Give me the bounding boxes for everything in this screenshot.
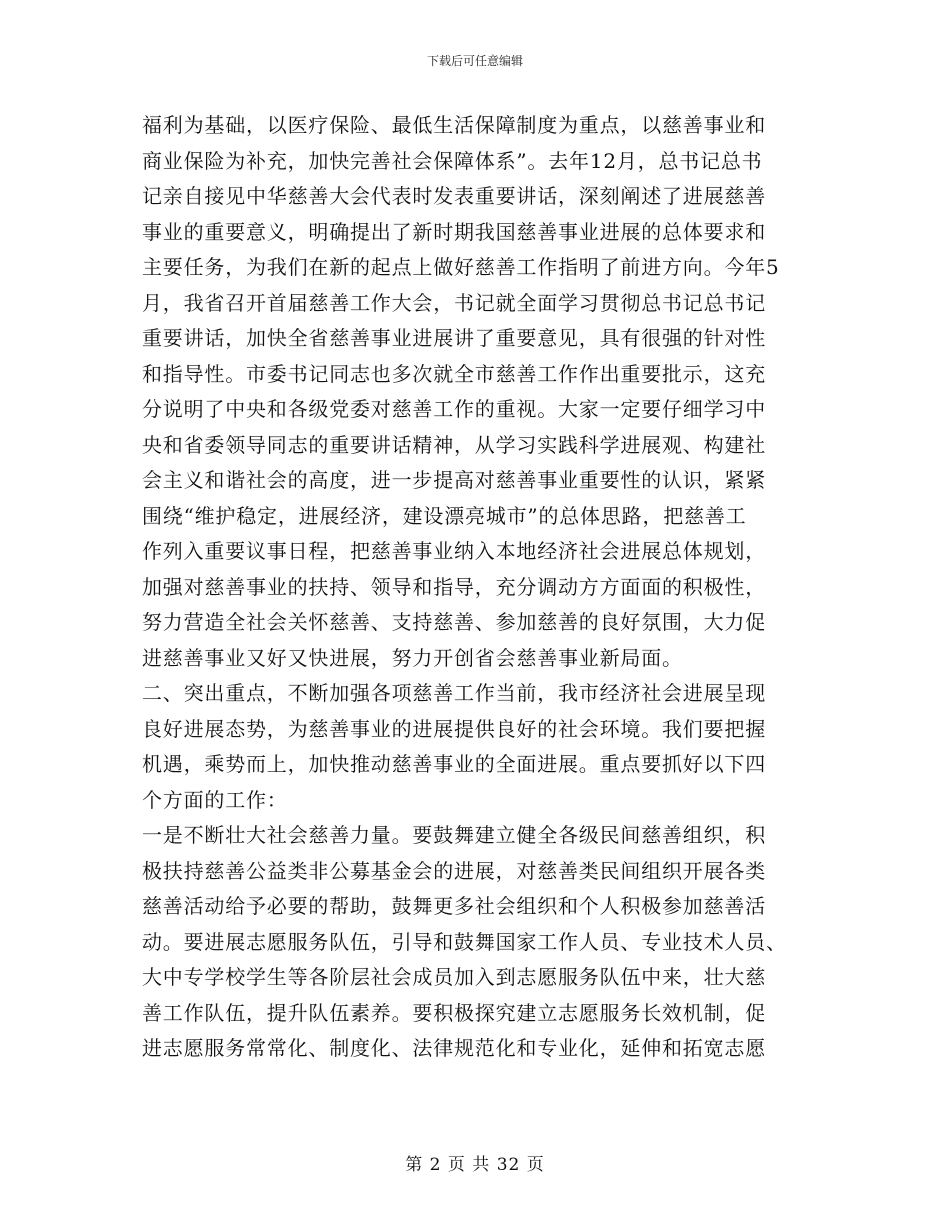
text-line: 进慈善事业又好又快进展，努力开创省会慈善事业新局面。	[142, 645, 683, 670]
text-line: 重要讲话，加快全省慈善事业进展讲了重要意见，具有很强的针对性	[142, 326, 766, 350]
text-line: 和指导性。市委书记同志也多次就全市慈善工作作出重要批示，这充	[142, 361, 766, 386]
text-line: 动。要进展志愿服务队伍，引导和鼓舞国家工作人员、专业技术人员、	[142, 929, 787, 954]
text-line: 月，我省召开首届慈善工作大会，书记就全面学习贯彻总书记总书记	[142, 290, 766, 315]
text-line: 会主义和谐社会的高度，进一步提高对慈善事业重要性的认识，紧紧	[142, 468, 766, 492]
text-line: 良好进展态势，为慈善事业的进展提供良好的社会环境。我们要把握	[142, 716, 766, 741]
text-line: 围绕“维护稳定，进展经济，建设漂亮城市”的总体思路，把慈善工	[142, 503, 747, 528]
text-line: 一是不断壮大社会慈善力量。要鼓舞建立健全各级民间慈善组织，积	[142, 823, 766, 847]
text-line: 机遇，乘势而上，加快推动慈善事业的全面进展。重点要抓好以下四	[142, 752, 766, 776]
text-line: 主要任务，为我们在新的起点上做好慈善工作指明了前进方向。今年5	[142, 255, 780, 279]
text-line: 作列入重要议事日程，把慈善事业纳入本地经济社会进展总体规划，	[142, 539, 766, 563]
header-note: 下载后可任意编辑	[426, 54, 523, 68]
text-line: 加强对慈善事业的扶持、领导和指导，充分调动方方面面的积极性，	[142, 574, 766, 599]
text-line: 二、突出重点，不断加强各项慈善工作当前，我市经济社会进展呈现	[142, 681, 766, 705]
text-line: 极扶持慈善公益类非公募基金会的进展，对慈善类民间组织开展各类	[142, 858, 766, 883]
text-line: 福利为基础，以医疗保险、最低生活保障制度为重点，以慈善事业和	[142, 113, 766, 137]
text-line: 记亲自接见中华慈善大会代表时发表重要讲话，深刻阐述了进展慈善	[142, 184, 766, 208]
text-line: 央和省委领导同志的重要讲话精神，从学习实践科学进展观、构建社	[142, 432, 766, 457]
page-footer: 第 2 页 共 32 页	[405, 1155, 545, 1175]
text-line: 个方面的工作：	[142, 787, 288, 812]
document-body	[142, 108, 822, 1067]
text-line: 事业的重要意义，明确提出了新时期我国慈善事业进展的总体要求和	[142, 219, 766, 244]
text-line: 慈善活动给予必要的帮助，鼓舞更多社会组织和个人积极参加慈善活	[142, 894, 766, 918]
text-line: 商业保险为补充，加快完善社会保障体系”。去年12月，总书记总书	[142, 148, 763, 173]
text-line: 大中专学校学生等各阶层社会成员加入到志愿服务队伍中来，壮大慈	[142, 965, 766, 989]
text-line: 努力营造全社会关怀慈善、支持慈善、参加慈善的良好氛围，大力促	[142, 610, 766, 634]
text-line: 进志愿服务常常化、制度化、法律规范化和专业化，延伸和拓宽志愿	[142, 1036, 766, 1060]
text-line: 善工作队伍，提升队伍素养。要积极探究建立志愿服务长效机制，促	[142, 1000, 766, 1025]
text-line: 分说明了中央和各级党委对慈善工作的重视。大家一定要仔细学习中	[142, 397, 766, 421]
